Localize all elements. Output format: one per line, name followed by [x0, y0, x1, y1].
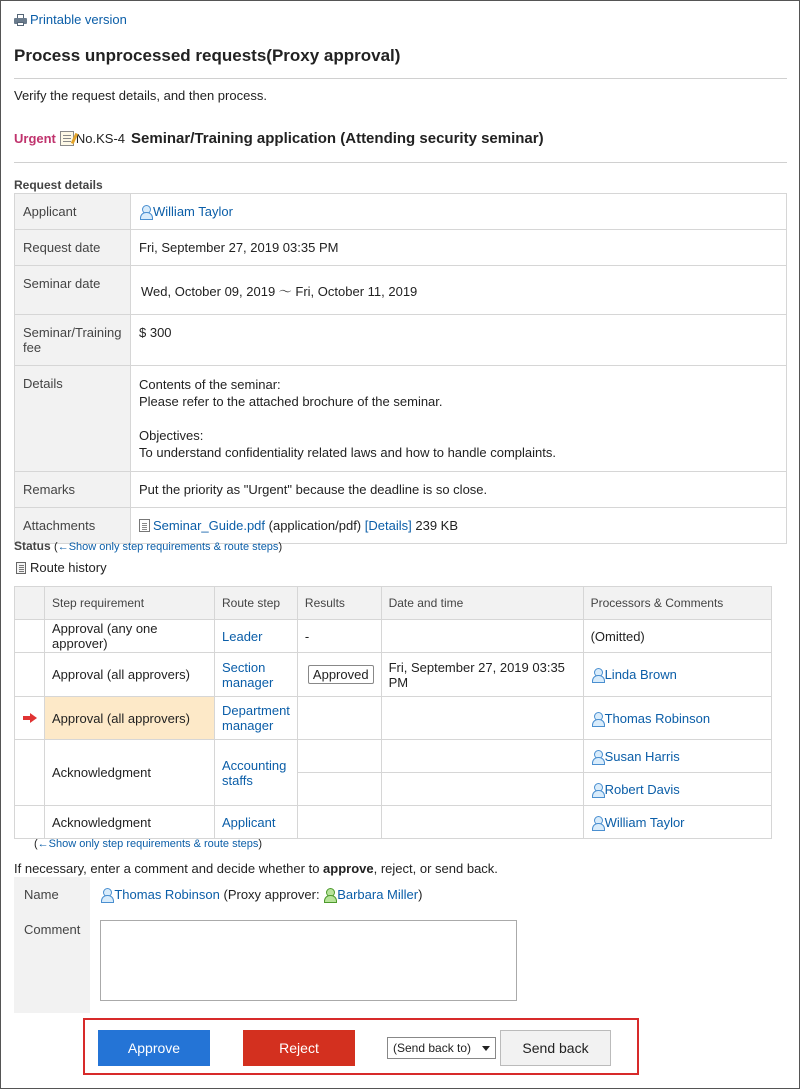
remarks-label: Remarks — [15, 472, 131, 508]
show-steps-link-bottom[interactable]: ←Show only step requirements & route steps — [37, 838, 259, 850]
step-processor: (Omitted) — [583, 620, 771, 653]
step-datetime — [381, 620, 583, 653]
proxy-user-icon — [323, 888, 336, 901]
route-header-blank — [15, 587, 45, 620]
user-icon — [591, 750, 604, 763]
step-result — [297, 740, 381, 773]
action-buttons-highlight — [83, 1018, 639, 1075]
applicant-link[interactable]: William Taylor — [153, 204, 233, 219]
details-value — [131, 366, 787, 472]
attachment-link[interactable]: Seminar_Guide.pdf — [153, 518, 266, 533]
application-form-icon — [60, 131, 74, 146]
chevron-down-icon — [482, 1046, 490, 1051]
route-history-label: Route history — [30, 560, 107, 575]
processor-link[interactable]: Linda Brown — [604, 667, 677, 682]
priority-badge: Urgent — [14, 131, 56, 146]
remarks-value: Put the priority as "Urgent" because the deadline is so close. — [131, 472, 787, 508]
attachments-label: Attachments — [15, 508, 131, 544]
route-row — [15, 653, 772, 697]
show-steps-link[interactable]: ←Show only step requirements & route steps — [57, 541, 279, 553]
intro-text: Verify the request details, and then process. — [14, 88, 267, 103]
route-marker — [15, 740, 45, 806]
step-requirement: Approval (all approvers) — [45, 697, 215, 740]
seminar-date-value: Wed, October 09, 2019 ～ Fri, October 11, 2019 — [131, 266, 787, 315]
processor-link[interactable]: Susan Harris — [604, 748, 680, 764]
applicant-value — [131, 194, 787, 230]
attachment-details-link[interactable]: [Details] — [364, 518, 412, 533]
details-line: Please refer to the attached brochure of the seminar. — [139, 394, 443, 409]
route-step-link[interactable]: Accounting staffs — [222, 757, 287, 788]
proxy-prefix: (Proxy approver: — [223, 887, 324, 902]
user-icon — [139, 205, 152, 218]
step-result — [297, 806, 381, 839]
reject-button[interactable]: Reject — [243, 1030, 355, 1066]
name-label: Name — [14, 877, 90, 912]
attachment-type: (application/pdf) — [268, 518, 362, 533]
route-header: Results — [297, 587, 381, 620]
route-row — [15, 806, 772, 839]
request-title: Seminar/Training application (Attending security seminar) — [131, 130, 544, 147]
approve-button[interactable]: Approve — [98, 1030, 210, 1066]
request-details-label: Request details — [14, 178, 103, 192]
request-date-label: Request date — [15, 230, 131, 266]
route-step-link[interactable]: Applicant — [222, 814, 276, 830]
proxy-approver-link[interactable]: Barbara Miller — [337, 887, 419, 902]
request-details-table — [14, 193, 787, 544]
route-table — [14, 586, 772, 839]
processor-link[interactable]: William Taylor — [604, 814, 685, 830]
printer-icon — [14, 14, 27, 26]
proxy-suffix: ) — [418, 887, 423, 902]
step-datetime — [381, 806, 583, 839]
step-result: - — [297, 620, 381, 653]
details-label: Details — [15, 366, 131, 472]
send-back-button[interactable]: Send back — [500, 1030, 611, 1066]
file-icon — [139, 519, 150, 532]
fee-label: Seminar/Training fee — [15, 315, 131, 366]
user-icon — [591, 783, 604, 796]
step-requirement: Acknowledgment — [45, 740, 215, 806]
details-line: Objectives: — [139, 428, 204, 443]
route-header: Date and time — [381, 587, 583, 620]
route-step-link[interactable]: Department manager — [222, 703, 290, 733]
route-step-link[interactable]: Section manager — [222, 659, 274, 690]
user-icon — [100, 888, 113, 901]
request-header — [14, 130, 544, 147]
document-icon — [16, 562, 26, 574]
processor-link[interactable]: Thomas Robinson — [604, 710, 711, 726]
status-label: Status — [14, 539, 51, 553]
user-icon — [591, 816, 604, 829]
divider — [14, 78, 787, 79]
instruction-part: If necessary, enter a comment and decide whether to — [14, 861, 324, 876]
current-step-marker — [15, 697, 45, 740]
send-back-to-select[interactable] — [387, 1037, 496, 1059]
step-result — [297, 697, 381, 740]
step-datetime: Fri, September 27, 2019 03:35 PM — [381, 653, 583, 697]
comment-label: Comment — [14, 912, 90, 1013]
comment-textarea[interactable] — [100, 920, 517, 1001]
name-value — [90, 877, 787, 912]
request-number: No.KS-4 — [75, 131, 126, 146]
step-datetime — [381, 773, 583, 806]
attachment-size: 239 KB — [415, 518, 459, 533]
route-marker — [15, 806, 45, 839]
step-requirement: Acknowledgment — [45, 806, 215, 839]
route-header: Route step — [215, 587, 298, 620]
current-step-arrow-icon — [23, 713, 37, 723]
details-line: Contents of the seminar: — [139, 377, 281, 392]
printable-version-link[interactable] — [14, 12, 127, 27]
user-icon — [591, 668, 604, 681]
status-footer: (←Show only step requirements & route steps) — [34, 838, 263, 850]
processor-link[interactable]: Robert Davis — [604, 781, 680, 797]
divider — [14, 162, 787, 163]
fee-value: $ 300 — [131, 315, 787, 366]
step-datetime — [381, 697, 583, 740]
route-history — [16, 560, 107, 575]
applicant-label: Applicant — [15, 194, 131, 230]
seminar-date-label: Seminar date — [15, 266, 131, 315]
send-back-to-selected: (Send back to) — [393, 1041, 472, 1055]
route-marker — [15, 653, 45, 697]
instruction-part: , reject, or send back. — [373, 861, 498, 876]
user-icon — [591, 712, 604, 725]
details-line: To understand confidentiality related laws and how to handle complaints. — [139, 445, 556, 460]
route-row-current — [15, 697, 772, 740]
route-header: Step requirement — [45, 587, 215, 620]
route-step-link[interactable]: Leader — [222, 628, 263, 644]
instruction-bold: approve — [323, 861, 374, 876]
printable-version-label[interactable]: Printable version — [30, 12, 127, 27]
route-row — [15, 740, 772, 773]
route-row — [15, 620, 772, 653]
step-result — [297, 773, 381, 806]
route-marker — [15, 620, 45, 653]
step-datetime — [381, 740, 583, 773]
route-header: Processors & Comments — [583, 587, 771, 620]
status-header: Status (←Show only step requirements & route steps) — [14, 539, 283, 553]
page-title: Process unprocessed requests(Proxy approval) — [14, 46, 401, 65]
step-requirement: Approval (all approvers) — [45, 653, 215, 697]
processor-name-link[interactable]: Thomas Robinson — [114, 887, 220, 902]
instruction-text — [14, 861, 498, 876]
process-form — [14, 877, 787, 1013]
approved-badge: Approved — [308, 665, 374, 684]
step-requirement: Approval (any one approver) — [45, 620, 215, 653]
request-date-value: Fri, September 27, 2019 03:35 PM — [131, 230, 787, 266]
